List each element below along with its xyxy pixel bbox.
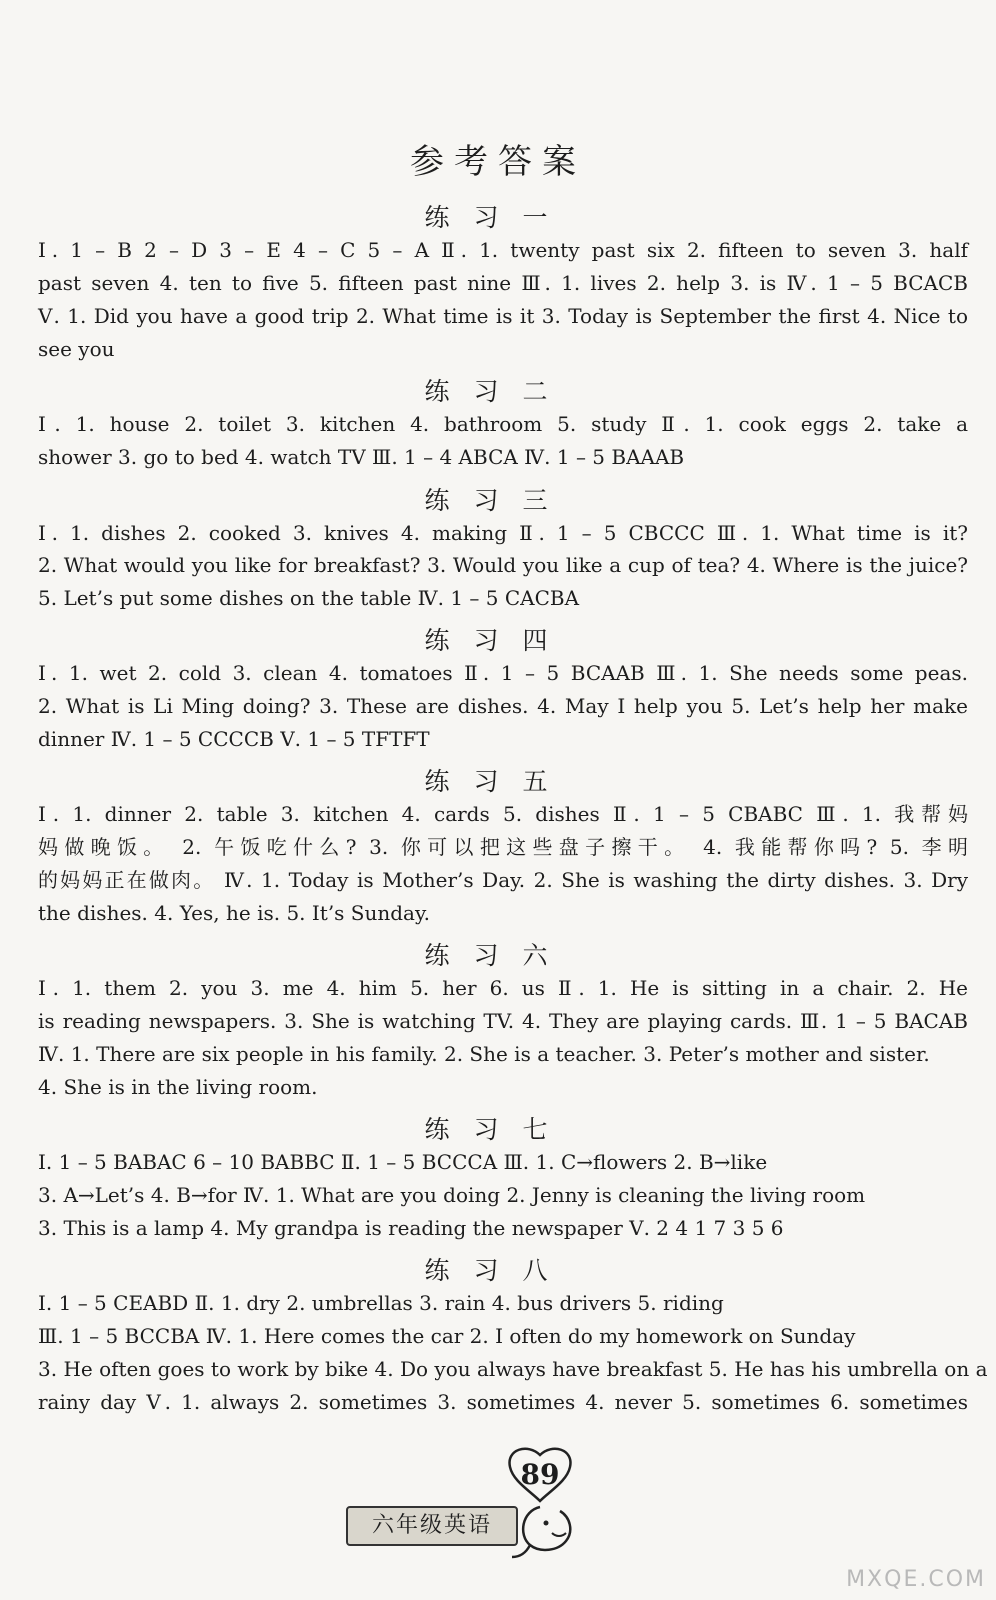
answer-line: 3. This is a lamp 4. My grandpa is reading the newspaper Ⅴ. 2 4 1 7 3 5 6 [38, 1216, 784, 1240]
answer-line: Ⅲ. 1 – 5 BCCBA Ⅳ. 1. Here comes the car 2. I often do my homework on Sunday [38, 1324, 856, 1348]
answer-line: Ⅰ. 1 – B 2 – D 3 – E 4 – C 5 – A Ⅱ. 1. twenty past six 2. fifteen to seven 3. half [38, 238, 968, 262]
answer-line: Ⅰ. 1. wet 2. cold 3. clean 4. tomatoes Ⅱ. 1 – 5 BCAAB Ⅲ. 1. She needs some peas. [38, 661, 968, 685]
answer-line: is reading newspapers. 3. She is watching TV. 4. They are playing cards. Ⅲ. 1 – 5 BACAB [38, 1009, 968, 1033]
answer-line: Ⅰ. 1 – 5 BABAC 6 – 10 BABBC Ⅱ. 1 – 5 BCCCA Ⅲ. 1. C→flowers 2. B→like [38, 1150, 768, 1174]
answer-line: 的妈妈正在做肉。 Ⅳ. 1. Today is Mother’s Day. 2. She is washing the dirty dishes. 3. Dry [38, 868, 968, 892]
answer-line: rainy day Ⅴ. 1. always 2. sometimes 3. sometimes 4. never 5. sometimes 6. sometimes [38, 1390, 968, 1414]
answer-line: Ⅰ. 1. them 2. you 3. me 4. him 5. her 6. us Ⅱ. 1. He is sitting in a chair. 2. He [38, 976, 968, 1000]
answer-line: 3. A→Let’s 4. B→for Ⅳ. 1. What are you doing 2. Jenny is cleaning the living room [38, 1183, 866, 1207]
section-title-6: 练习六 [424, 941, 572, 970]
answer-line: 2. What would you like for breakfast? 3. Would you like a cup of tea? 4. Where is the juice? [38, 553, 968, 577]
answer-line: dinner Ⅳ. 1 – 5 CCCCB Ⅴ. 1 – 5 TFTFT [38, 727, 430, 751]
answer-line: past seven 4. ten to five 5. fifteen past nine Ⅲ. 1. lives 2. help 3. is Ⅳ. 1 – 5 BCACB [38, 271, 968, 295]
answer-line: see you [38, 337, 115, 361]
answer-line: Ⅴ. 1. Did you have a good trip 2. What time is it 3. Today is September the first 4. Nice to [38, 304, 968, 328]
answer-line: 妈做晚饭。 2. 午饭吃什么? 3. 你可以把这些盘子擦干。 4. 我能帮你吗? 5. 李明 [38, 835, 968, 859]
footer-label: 六年级英语 [346, 1506, 518, 1546]
answer-line: Ⅰ. 1. house 2. toilet 3. kitchen 4. bathroom 5. study Ⅱ. 1. cook eggs 2. take a [38, 412, 968, 436]
section-title-3: 练习三 [424, 486, 572, 515]
section-title-8: 练习八 [424, 1256, 572, 1285]
section-title-5: 练习五 [424, 767, 572, 796]
answer-line: Ⅳ. 1. There are six people in his family. 2. She is a teacher. 3. Peter’s mother and sister. [38, 1042, 930, 1066]
page-title: 参考答案 [410, 142, 586, 182]
answer-line: 4. She is in the living room. [38, 1075, 318, 1099]
answer-line: Ⅰ. 1. dishes 2. cooked 3. knives 4. making Ⅱ. 1 – 5 CBCCC Ⅲ. 1. What time is it? [38, 521, 968, 545]
section-title-1: 练习一 [424, 203, 572, 232]
section-title-4: 练习四 [424, 626, 572, 655]
answer-line: Ⅰ. 1. dinner 2. table 3. kitchen 4. cards 5. dishes Ⅱ. 1 – 5 CBABC Ⅲ. 1. 我帮妈 [38, 802, 968, 826]
answer-line: shower 3. go to bed 4. watch TV Ⅲ. 1 – 4 ABCA Ⅳ. 1 – 5 BAAAB [38, 445, 685, 469]
answer-line: the dishes. 4. Yes, he is. 5. It’s Sunday. [38, 901, 430, 925]
answer-line: Ⅰ. 1 – 5 CEABD Ⅱ. 1. dry 2. umbrellas 3. rain 4. bus drivers 5. riding [38, 1291, 724, 1315]
page-number: 89 [520, 1458, 560, 1491]
answer-line: 3. He often goes to work by bike 4. Do you always have breakfast 5. He has his umbrella on a [38, 1357, 988, 1381]
answer-line: 5. Let’s put some dishes on the table Ⅳ. 1 – 5 CACBA [38, 586, 580, 610]
section-title-7: 练习七 [424, 1115, 572, 1144]
section-title-2: 练习二 [424, 377, 572, 406]
watermark: MXQE.COM [846, 1567, 986, 1592]
answer-line: 2. What is Li Ming doing? 3. These are dishes. 4. May I help you 5. Let’s help her make [38, 694, 968, 718]
